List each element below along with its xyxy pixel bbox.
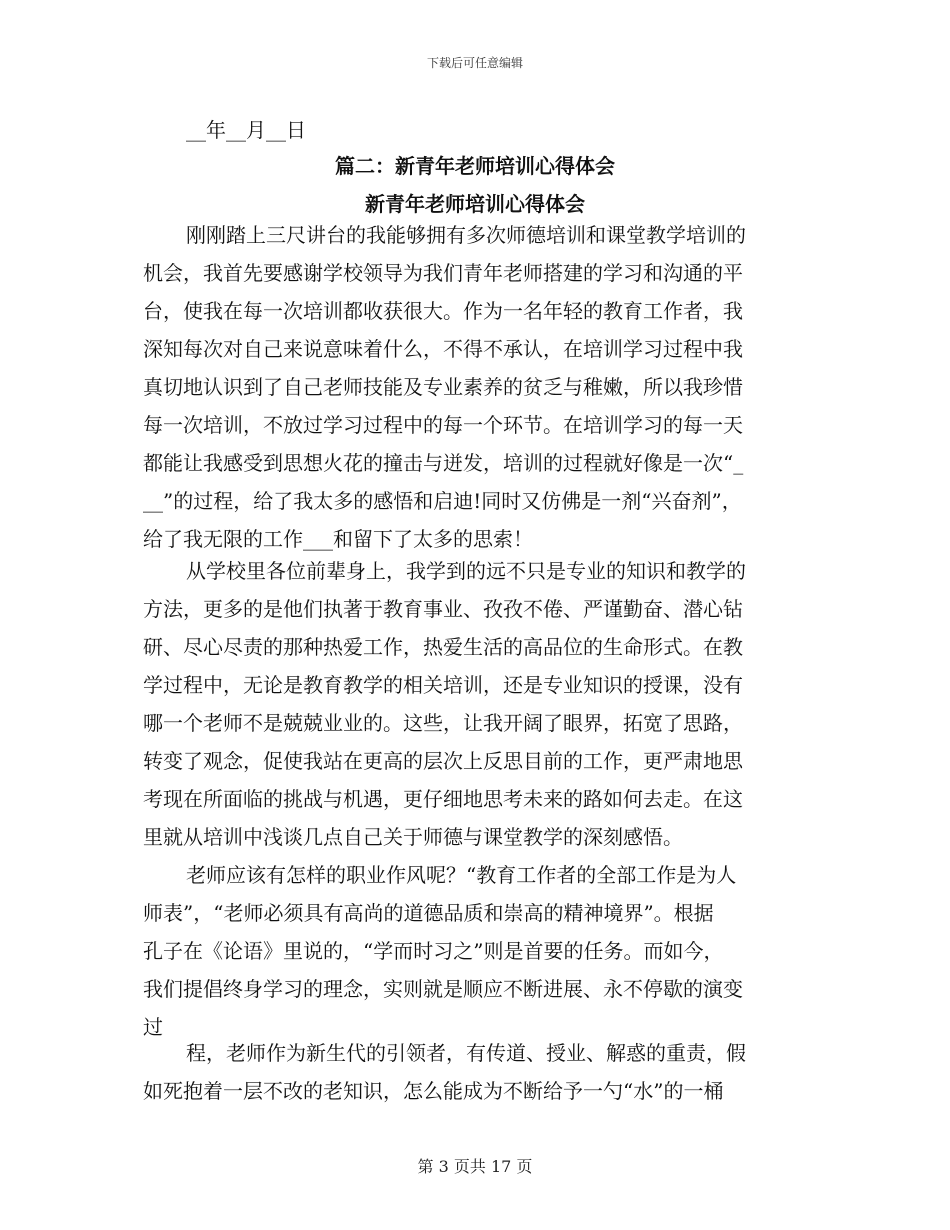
text-line: 研、尽心尽责的那种热爱工作，热爱生活的高品位的生命形式。在教	[143, 635, 743, 659]
text-line: 我们提倡终身学习的理念，实则就是顺应不断进展、永不停歇的演变	[143, 977, 743, 1001]
text-line: 里就从培训中浅谈几点自己关于师德与课堂教学的深刻感悟。	[143, 825, 683, 849]
text-line: 孔子在《论语》里说的，“学而时习之”则是首要的任务。而如今，	[143, 939, 724, 963]
header-note: 下载后可任意编辑	[426, 56, 523, 70]
paragraph-4	[143, 1034, 823, 1110]
text-line: 给了我无限的工作___和留下了太多的思索！	[143, 527, 533, 551]
text-line: 老师应该有怎样的职业作风呢？“教育工作者的全部工作是为人	[186, 863, 737, 887]
section-subtitle: 新青年老师培训心得体会	[365, 192, 585, 216]
text-line: 如死抱着一层不改的老知识，怎么能成为不断给予一勺“水”的一桶	[143, 1079, 724, 1103]
text-line: 都能让我感受到思想火花的撞击与迸发，培训的过程就好像是一次“_	[143, 451, 744, 475]
text-line: 刚刚踏上三尺讲台的我能够拥有多次师德培训和课堂教学培训的	[186, 223, 746, 247]
text-line: 学过程中，无论是教育教学的相关培训，还是专业知识的授课，没有	[143, 673, 743, 697]
text-line: 转变了观念，促使我站在更高的层次上反思目前的工作，更严肃地思	[143, 749, 743, 773]
paragraph-1	[143, 216, 823, 558]
text-line: 从学校里各位前辈身上，我学到的远不只是专业的知识和教学的	[186, 559, 746, 583]
text-line: 方法，更多的是他们执著于教育事业、孜孜不倦、严谨勤奋、潜心钻	[143, 597, 743, 621]
text-line: 程，老师作为新生代的引领者，有传道、授业、解惑的重责，假	[186, 1041, 746, 1065]
paragraph-3	[143, 856, 823, 1046]
page-footer: 第 3 页共 17 页	[417, 1157, 533, 1176]
section-title: 篇二：新青年老师培训心得体会	[335, 154, 615, 178]
date-line: __年__月__日	[186, 118, 306, 142]
text-line: 哪一个老师不是兢兢业业的。这些，让我开阔了眼界，拓宽了思路，	[143, 711, 743, 735]
paragraph-2	[143, 552, 823, 856]
text-line: 师表”，“老师必须具有高尚的道德品质和崇高的精神境界”。根据	[143, 901, 714, 925]
text-line: 真切地认识到了自己老师技能及专业素养的贫乏与稚嫩，所以我珍惜	[143, 375, 743, 399]
text-line: 考现在所面临的挑战与机遇，更仔细地思考未来的路如何去走。在这	[143, 787, 743, 811]
text-line: __”的过程，给了我太多的感悟和启迪!同时又仿佛是一剂“兴奋剂”，	[143, 489, 742, 513]
text-line: 过	[143, 1015, 163, 1039]
text-line: 台，使我在每一次培训都收获很大。作为一名年轻的教育工作者，我	[143, 299, 743, 323]
text-line: 机会，我首先要感谢学校领导为我们青年老师搭建的学习和沟通的平	[143, 261, 743, 285]
text-line: 每一次培训，不放过学习过程中的每一个环节。在培训学习的每一天	[143, 413, 743, 437]
text-line: 深知每次对自己来说意味着什么，不得不承认，在培训学习过程中我	[143, 337, 743, 361]
